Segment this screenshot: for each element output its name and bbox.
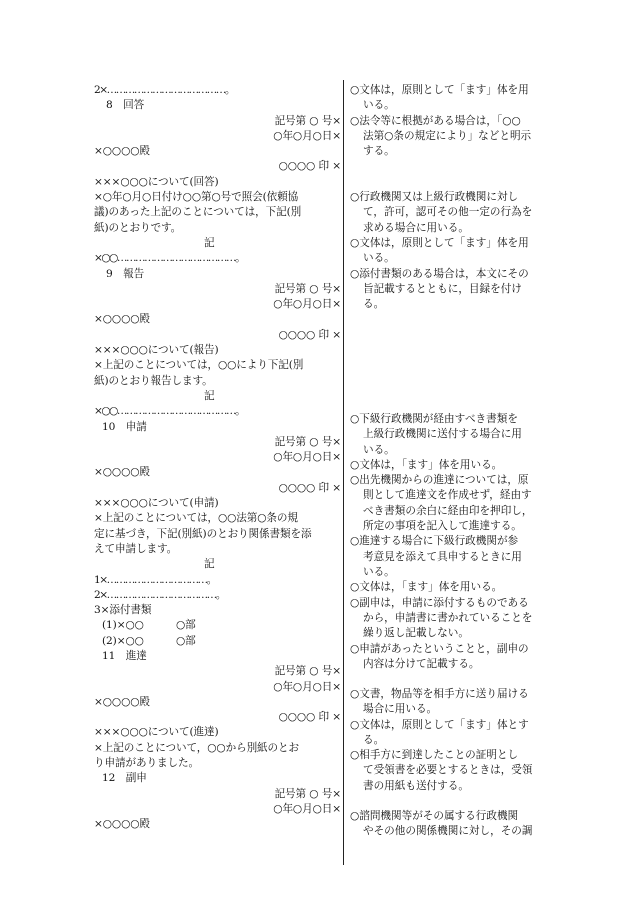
body-text: 紙)のとおりです。 (94, 221, 182, 234)
list-item: 2×………………………………。 (94, 588, 225, 601)
document-date: ○年○月○日× (273, 451, 341, 464)
section-heading-9: 9 報告 (106, 267, 145, 280)
ki-heading: 記 (204, 389, 215, 402)
section-heading-11: 11 進達 (102, 649, 147, 662)
note-item: ○文体は，原則として「ます」体を用 いる。 (350, 236, 529, 265)
sender-seal: ○○○○ 印 × (278, 481, 341, 494)
addressee: ×○○○○殿 (94, 818, 150, 831)
note-item: ○行政機関又は上級行政機関に対し て，許可，認可その他一定の行為を 求める場合に用いる。 (350, 191, 533, 234)
list-item: 2×…………………………………。 (94, 84, 234, 96)
body-text: ×上記のことについては，○○法第○条の規 (94, 512, 298, 525)
note-item: ○添付書類のある場合は，本文にその 旨記載するとともに，目録を付け る。 (350, 267, 529, 311)
subject-line: ×××○○○について(申請) (94, 497, 219, 510)
document-date: ○年○月○日× (273, 802, 341, 815)
body-text: 定に基づき，下記(別紙)のとおり関係書類を添 (94, 527, 312, 540)
ki-heading: 記 (204, 236, 215, 249)
left-column-examples (94, 83, 341, 833)
attachment-row (94, 634, 341, 649)
sender-seal: ○○○○ 印 × (278, 711, 341, 724)
body-text: ×上記のことについて，○○から別紙のとお (94, 741, 300, 754)
list-item: ×○○…………………………………。 (94, 405, 245, 418)
note-item: ○文体は，原則として「ます」体とす る。 (350, 718, 529, 746)
section-heading-8: 8 回答 (106, 99, 145, 112)
addressee: ×○○○○殿 (94, 313, 150, 326)
document-date: ○年○月○日× (273, 680, 341, 693)
list-item: 3×添付書類 (94, 604, 152, 617)
attachment-row (94, 618, 341, 633)
body-text: ×○年○月○日付け○○第○号で照会(依頼協 (94, 191, 299, 204)
document-number: 記号第 ○ 号× (274, 114, 341, 127)
addressee: ×○○○○殿 (94, 695, 150, 708)
document-date: ○年○月○日× (273, 298, 341, 311)
column-divider (343, 80, 344, 865)
document-number: 記号第 ○ 号× (274, 282, 341, 295)
note-item: ○文書，物品等を相手方に送り届ける 場合に用いる。 (350, 688, 529, 716)
body-text: り申請がありました。 (94, 757, 199, 770)
document-number: 記号第 ○ 号× (274, 787, 341, 800)
attachment-name: (1)×○○ (102, 619, 144, 632)
note-item: ○法令等に根拠がある場合は，「○○ 法第○条の規定により」などと明示 する。 (350, 114, 532, 158)
subject-line: ×××○○○について(回答) (94, 175, 219, 188)
note-item: ○文体は，「ます」体を用いる。 (350, 581, 503, 594)
document-number: 記号第 ○ 号× (274, 435, 341, 448)
document-number: 記号第 ○ 号× (274, 665, 341, 678)
note-item: ○下級行政機関が経由すべき書類を 上級行政機関に送付する場合に用 いる。 (350, 413, 522, 456)
note-item: ○副申は，申請に添付するものである から，申請書に書かれていることを 繰り返し記載しない。 (350, 596, 533, 640)
list-item: ×○○…………………………………。 (94, 252, 245, 265)
section-heading-12: 12 副申 (102, 772, 147, 785)
body-text: ×上記のことについては，○○により下記(別 (94, 359, 304, 372)
body-text: えて申請します。 (94, 542, 178, 555)
document-date: ○年○月○日× (273, 129, 341, 142)
ki-heading: 記 (204, 558, 215, 571)
note-item: ○相手方に到達したことの証明とし て受領書を必要とするときは，受領 書の用紙も送付する。 (350, 749, 533, 792)
subject-line: ×××○○○について(進達) (94, 726, 219, 739)
attachment-count: ○部 (176, 634, 196, 647)
attachment-count: ○部 (176, 619, 196, 632)
subject-line: ×××○○○について(報告) (94, 344, 219, 357)
attachment-name: (2)×○○ (102, 634, 144, 647)
body-text: 紙)のとおり報告します。 (94, 374, 213, 387)
section-heading-10: 10 申請 (102, 420, 147, 433)
note-item: ○申請があったということと，副申の 内容は分けて記載する。 (350, 642, 529, 670)
addressee: ×○○○○殿 (94, 466, 150, 479)
note-item: ○進達する場合に下級行政機関が参 考意見を添えて具申するときに用 いる。 (350, 535, 522, 578)
body-text: 議)のあった上記のことについては，下記(別 (94, 206, 302, 219)
list-item: 1×……………………………。 (94, 573, 216, 586)
sender-seal: ○○○○ 印 × (278, 328, 341, 341)
note-item: ○出先機関からの進達については，原 則として進達文を作成せず，経由す べき書類の余白に経由印を押印し， 所定の事項を記入して進達する。 (350, 474, 533, 533)
sender-seal: ○○○○ 印 × (278, 160, 341, 173)
note-item: ○諮問機関等がその属する行政機関 やその他の関係機関に対し，その調 (350, 810, 533, 838)
addressee: ×○○○○殿 (94, 145, 150, 158)
note-item: ○文体は，原則として「ます」体を用 いる。 (350, 84, 529, 112)
note-item: ○文体は，「ます」体を用いる。 (350, 458, 503, 471)
